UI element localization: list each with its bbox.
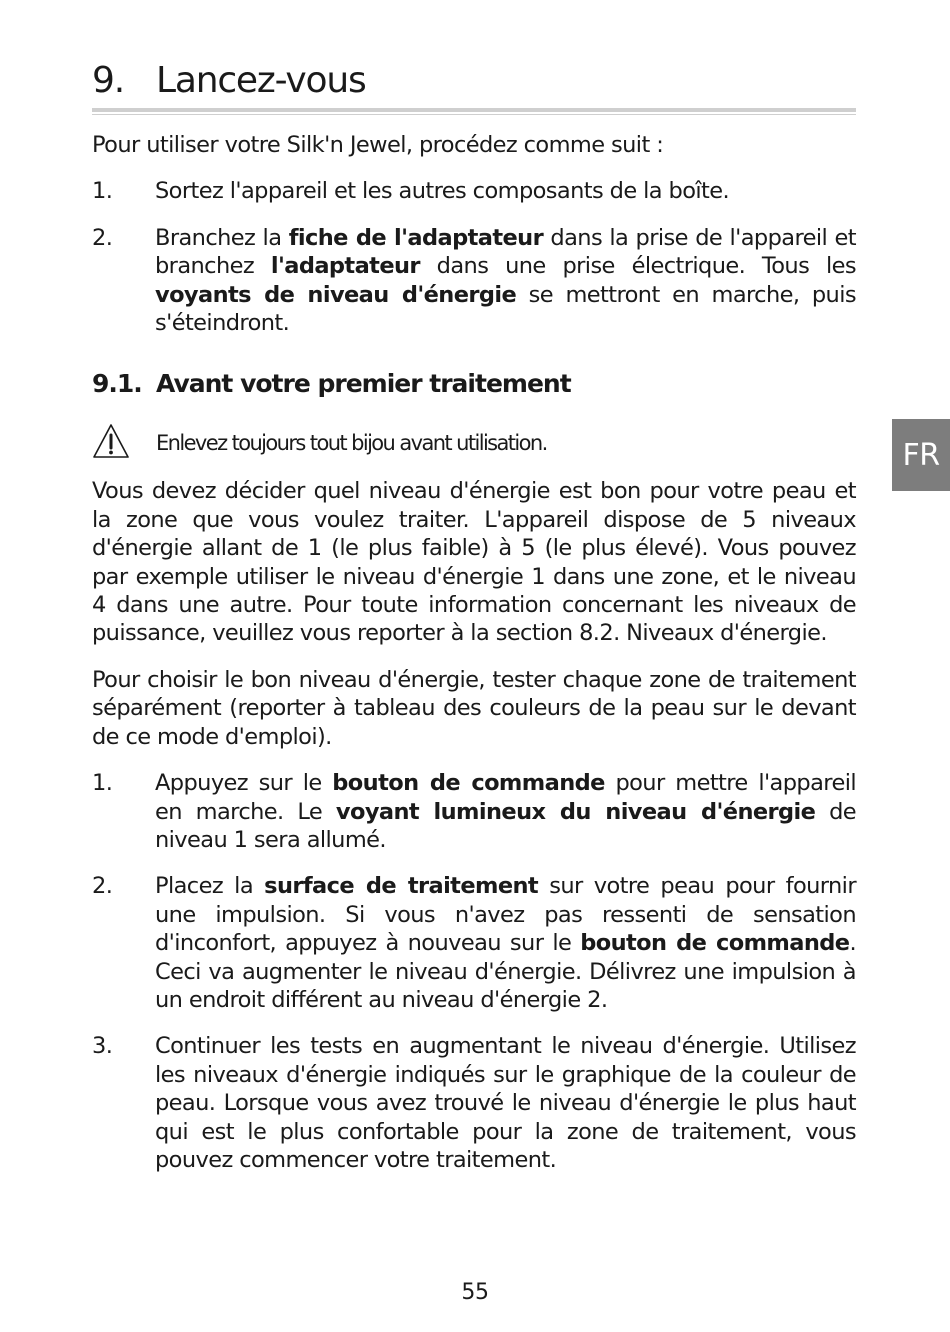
setup-steps-list xyxy=(92,177,856,337)
text-run: Placez la xyxy=(155,873,265,900)
section-heading xyxy=(92,60,856,106)
list-item-number: 1. xyxy=(92,178,113,205)
text-run: dans la prise de l'appareil et branchez xyxy=(155,224,856,280)
text-run: . Ceci va augmenter le niveau d'énergie. Délivrez une impulsion à un endroit différent au niveau d'énergie 2. xyxy=(155,930,856,1013)
page-number: 55 xyxy=(461,1280,489,1305)
list-item-text xyxy=(155,872,856,1014)
test-zone-paragraph: Pour choisir le bon niveau d'énergie, tester chaque zone de traitement séparément (reporter à tableau des couleurs de la peau sur le devant de ce mode d'emploi). xyxy=(92,666,856,750)
text-run: de niveau 1 sera allumé. xyxy=(155,798,857,853)
list-item-number: 3. xyxy=(92,1033,113,1060)
warning-notice xyxy=(92,423,856,463)
text-run: dans une prise électrique. Tous les xyxy=(419,253,856,280)
bold-term: voyant lumineux du niveau d'énergie xyxy=(335,798,816,825)
bold-term: bouton de commande xyxy=(580,930,850,957)
bold-term: surface de traitement xyxy=(264,873,539,900)
heading-rule-thin xyxy=(92,114,856,115)
list-item-number: 1. xyxy=(92,770,113,797)
text-run: pour mettre l'appareil en marche. Le xyxy=(155,770,856,825)
bold-term: l'adaptateur xyxy=(270,253,420,280)
heading-rule-thick xyxy=(92,108,856,112)
intro-text: Pour utiliser votre Silk'n Jewel, procédez comme suit : xyxy=(92,132,664,158)
list-item xyxy=(92,224,856,338)
language-tab: FR xyxy=(892,419,950,491)
text-run: se mettront en marche, puis s'éteindront. xyxy=(155,281,856,337)
text-run: Appuyez sur le xyxy=(155,770,333,797)
list-item xyxy=(92,1032,856,1174)
bold-term: voyants de niveau d'énergie xyxy=(155,281,517,308)
list-item-text xyxy=(155,224,856,338)
warning-text: Enlevez toujours tout bijou avant utilisation. xyxy=(156,431,547,456)
energy-level-paragraph: Vous devez décider quel niveau d'énergie est bon pour votre peau et la zone que vous voulez traiter. L'appareil dispose de 5 niveaux d'énergie allant de 1 (le plus faible) à 5 (le plus élevé). Vous pouvez par exemple utiliser le niveau d'énergie 1 dans une zone, et le niveau 4 dans une autre. Pour toute information concernant les niveaux de puissance, veuillez vous reporter à la section 8.2. Niveaux d'énergie. xyxy=(92,478,856,647)
text-run: Sortez l'appareil et les autres composants de la boîte. xyxy=(155,178,730,205)
list-item xyxy=(92,872,856,1014)
subsection-title: Avant votre premier traitement xyxy=(156,369,571,399)
subsection-number: 9.1. xyxy=(92,369,142,399)
page-content xyxy=(92,60,856,1174)
list-item-text xyxy=(155,1032,856,1174)
text-run: Continuer les tests en augmentant le niveau d'énergie. Utilisez les niveaux d'énergie indiqués sur le graphique de la couleur de peau. Lorsque vous avez trouvé le niveau d'énergie le plus haut qui est le plus confortable pour la zone de traitement, vous pouvez commencer votre traitement. xyxy=(155,1033,856,1173)
list-item-number: 2. xyxy=(92,224,113,251)
list-item-number: 2. xyxy=(92,873,113,900)
section-number: 9. xyxy=(92,60,124,101)
warning-triangle-icon xyxy=(92,423,156,463)
text-run: sur votre peau pour fournir une impulsion. Si vous n'avez pas ressenti de sensation d'inconfort, appuyez à nouveau sur le xyxy=(155,873,856,957)
test-steps-list xyxy=(92,769,856,1174)
list-item-text xyxy=(155,177,856,205)
bold-term: fiche de l'adaptateur xyxy=(288,224,544,251)
list-item-text xyxy=(155,769,856,854)
list-item xyxy=(92,769,856,854)
text-run: Branchez la xyxy=(155,224,289,251)
list-item xyxy=(92,177,856,205)
subsection-heading xyxy=(92,369,856,401)
section-title: Lancez-vous xyxy=(156,60,366,101)
bold-term: bouton de commande xyxy=(332,770,605,797)
